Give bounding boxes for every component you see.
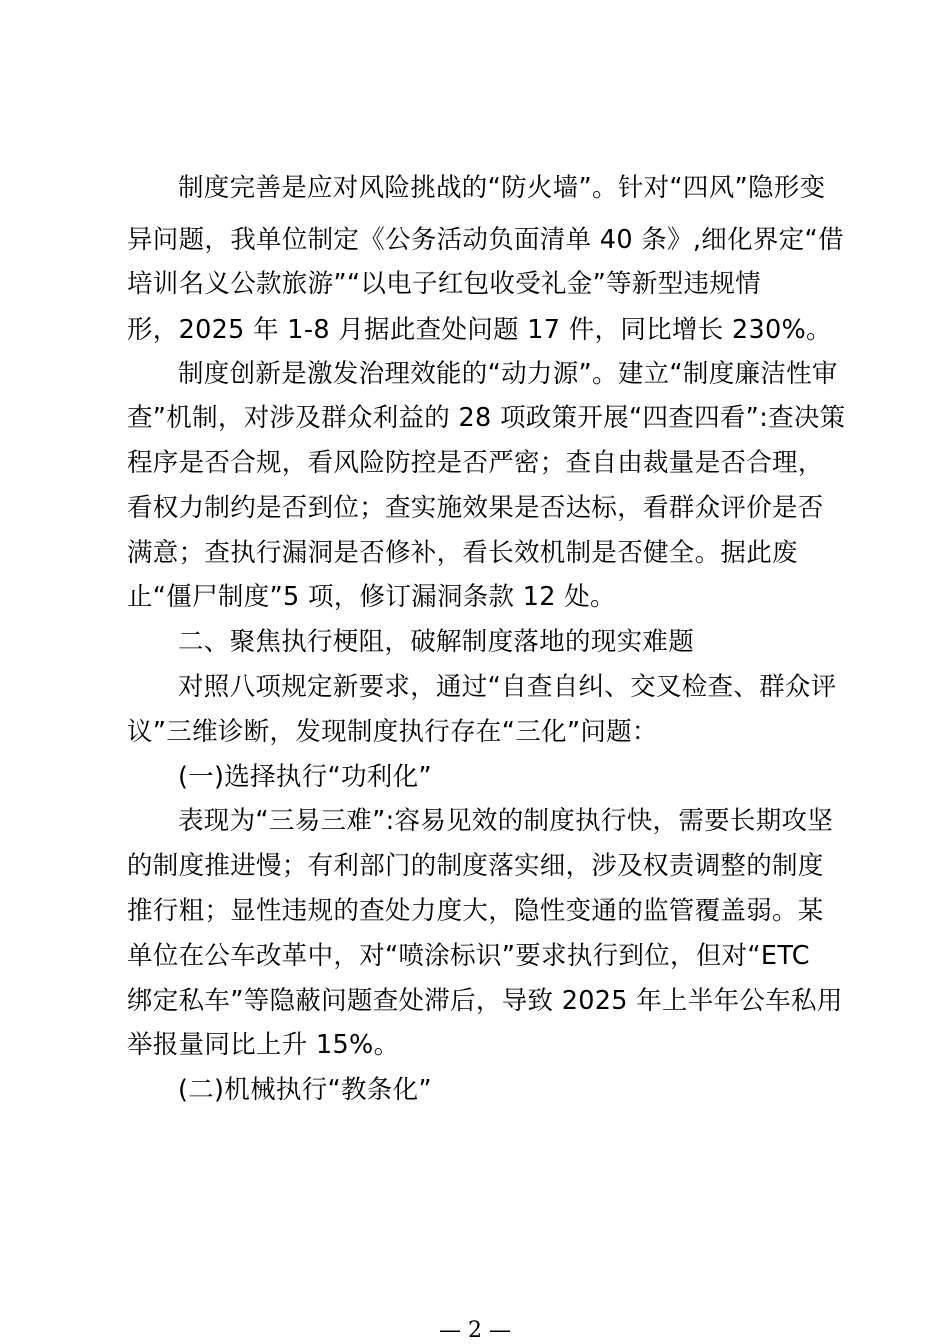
page-number: — 2 — [439, 1318, 511, 1343]
subheading-2: (二)机械执行“教条化” [178, 1075, 432, 1105]
paragraph-2-line-1: 制度创新是激发治理效能的“动力源”。建立“制度廉洁性审 [178, 359, 838, 389]
paragraph-4-line-5: 绑定私车”等隐蔽问题查处滞后，导致 2025 年上半年公车私用 [127, 986, 843, 1016]
paragraph-1-line-2: 异问题，我单位制定《公务活动负面清单 40 条》,细化界定“借 [127, 225, 844, 255]
paragraph-2-line-4: 看权力制约是否到位；查实施效果是否达标，看群众评价是否 [127, 493, 824, 523]
paragraph-4-line-4: 单位在公车改革中，对“喷涂标识”要求执行到位，但对“ETC [127, 941, 810, 971]
paragraph-4-line-1: 表现为“三易三难”:容易见效的制度执行快，需要长期攻坚 [178, 806, 834, 836]
paragraph-4-line-2: 的制度推进慢；有利部门的制度落实细，涉及权责调整的制度 [127, 851, 824, 881]
paragraph-3-line-1: 对照八项规定新要求，通过“自查自纠、交叉检查、群众评 [178, 672, 837, 702]
section-heading-2: 二、聚焦执行梗阻，破解制度落地的现实难题 [178, 627, 695, 657]
paragraph-2-line-3: 程序是否合规，看风险防控是否严密；查自由裁量是否合理， [127, 448, 824, 478]
paragraph-1-line-4: 形，2025 年 1-8 月据此查处问题 17 件，同比增长 230%。 [127, 315, 832, 345]
paragraph-2-line-5: 满意；查执行漏洞是否修补，看长效机制是否健全。据此废 [127, 538, 798, 568]
paragraph-3-line-2: 议”三维诊断，发现制度执行存在“三化”问题： [127, 717, 658, 747]
paragraph-1-line-3: 培训名义公款旅游”“以电子红包收受礼金”等新型违规情 [127, 269, 761, 299]
paragraph-2-line-6: 止“僵尸制度”5 项，修订漏洞条款 12 处。 [127, 582, 616, 612]
paragraph-2-line-2: 查”机制，对涉及群众利益的 28 项政策开展“四查四看”:查决策 [127, 403, 846, 433]
paragraph-4-line-3: 推行粗；显性违规的查处力度大，隐性变通的监管覆盖弱。某 [127, 896, 824, 926]
paragraph-4-line-6: 举报量同比上升 15%。 [127, 1030, 400, 1060]
paragraph-1-line-1: 制度完善是应对风险挑战的“防火墙”。针对“四风”隐形变 [178, 173, 826, 203]
subheading-1: (一)选择执行“功利化” [178, 762, 432, 792]
